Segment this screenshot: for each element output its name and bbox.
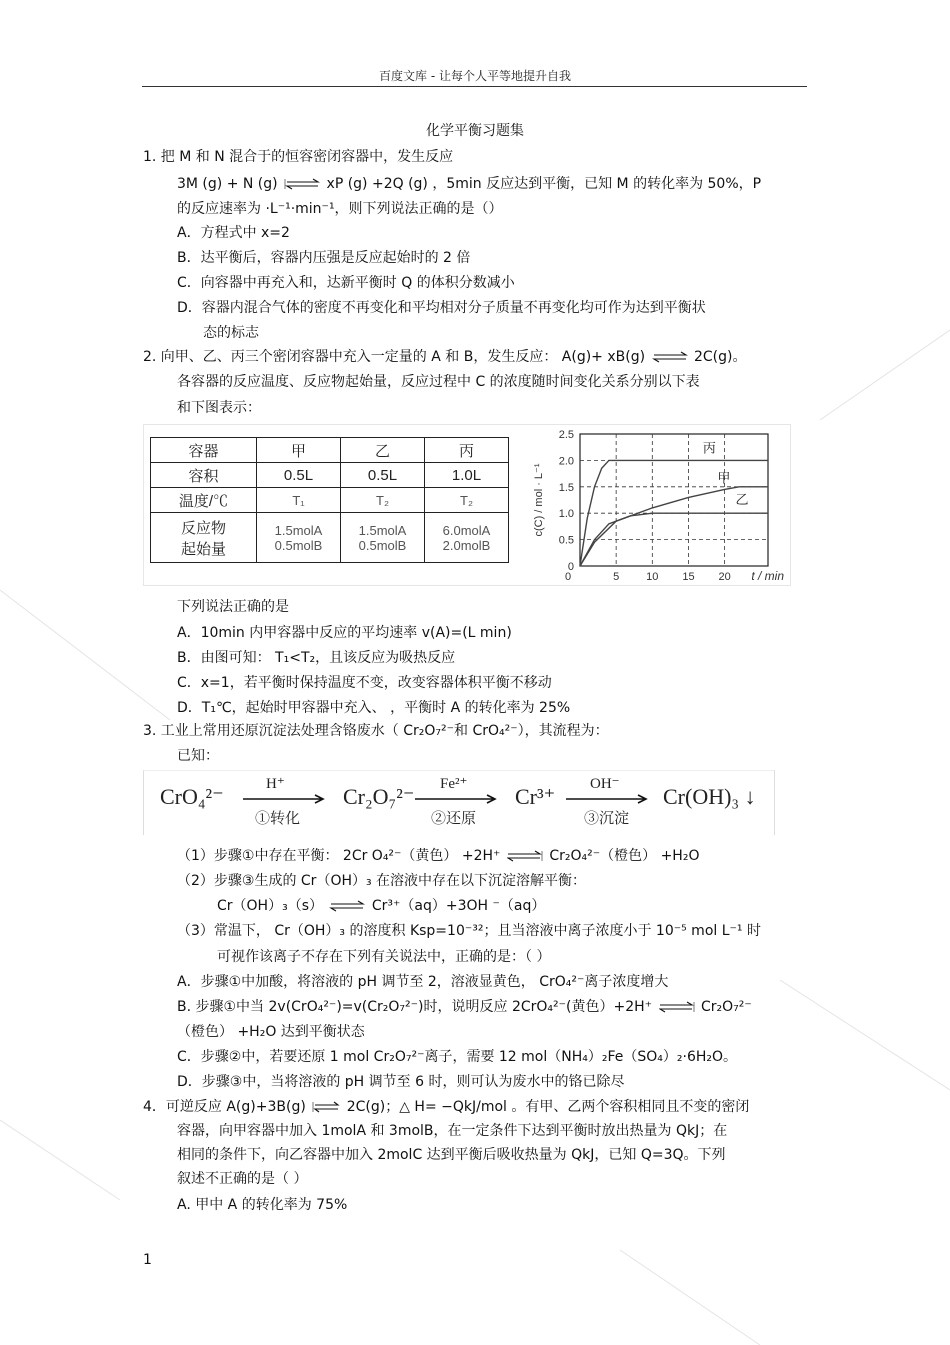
q3-option-a: A．步骤①中加酸，将溶液的 pH 调节至 2，溶液显黄色， CrO₄²⁻离子浓度增大 (177, 974, 669, 990)
q2-option-d: D．T₁℃，起始时甲容器中充入、 ，平衡时 A 的转化率为 25% (177, 700, 571, 716)
page-header: 百度文库 - 让每个人平等地提升自我 (379, 69, 571, 83)
q1-option-c: C．向容器中再充入和，达新平衡时 Q 的体积分数减小 (177, 275, 515, 291)
arrow-right-icon (415, 794, 497, 804)
q3-dissolution-left: Cr（OH）₃（s） (217, 898, 323, 914)
table-cell (151, 513, 257, 563)
y-tick-label: 1.5 (558, 481, 574, 494)
q3-step1-right: Cr₂O₄²⁻（橙色） +H₂O (549, 848, 700, 864)
table-cell: 甲 (257, 438, 341, 463)
q3-dissolution-right: Cr³⁺（aq）+3OH ⁻（aq） (371, 898, 546, 914)
y-tick-label: 0 (567, 561, 574, 573)
q3-step3: （3）常温下， Cr（OH）₃ 的溶度积 Ksp=10⁻³²；且当溶液中离子浓度小于 10⁻⁵ mol L⁻¹ 时 (177, 923, 761, 939)
table-cell-line: 起始量 (180, 540, 226, 558)
q4-stem-line4: 叙述不正确的是（ ） (177, 1171, 308, 1187)
flow-arrow2-reagent: Fe²⁺ (440, 776, 468, 792)
q3-step1 (177, 845, 699, 865)
x-tick-label: 10 (646, 571, 659, 583)
x-axis-label: t / min (751, 569, 784, 583)
q1-option-b: B．达平衡后，容器内压强是反应起始时的 2 倍 (177, 250, 471, 266)
x-tick-label: 20 (718, 571, 731, 583)
table-cell (257, 513, 341, 563)
q4-stem-line2: 容器，向甲容器中加入 1molA 和 3molB，在一定条件下达到平衡时放出热量为 QkJ；在 (177, 1123, 728, 1139)
q3-option-b-cont: （橙色） +H₂O 达到平衡状态 (177, 1024, 365, 1040)
q1-stem: 1. 把 M 和 N 混合于的恒容密闭容器中，发生反应 (143, 149, 454, 165)
flow-arrow2-step: ②还原 (431, 811, 477, 827)
flow-arrow1-step: ①转化 (255, 811, 301, 827)
flow-species-cr2o7: Cr₂O₇²⁻ (343, 784, 415, 809)
q2-stem-line2: 各容器的反应温度、反应物起始量，反应过程中 C 的浓度随时间变化关系分别以下表 (177, 374, 700, 390)
q3-option-b-right: Cr₂O₇²⁻ (700, 999, 752, 1015)
q3-step3-cont: 可视作该离子不存在下列有关说法中，正确的是：（ ） (217, 949, 551, 965)
table-cell-line: 1.5molA (358, 522, 407, 538)
x-tick-label: 0 (564, 571, 572, 583)
table-cell: 0.5L (341, 463, 425, 488)
table-cell-line: 0.5molB (274, 537, 323, 553)
equilibrium-arrow-icon (652, 351, 688, 363)
q4-stem-right: 2C(g)；△ H= −QkJ/mol 。有甲、乙两个容积相同且不变的密闭 (346, 1099, 750, 1115)
q1-option-d-cont: 态的标志 (203, 325, 259, 341)
table-cell (425, 513, 509, 563)
container-table (150, 437, 509, 563)
q2-prompt: 下列说法正确的是 (177, 599, 289, 615)
flow-arrow1-reagent: H⁺ (266, 776, 285, 792)
q1-stem-rate: 的反应速率为 ·L⁻¹·min⁻¹，则下列说法正确的是（） (177, 201, 503, 217)
q2-stem-left: 2. 向甲、乙、丙三个密闭容器中充入一定量的 A 和 B，发生反应： A(g)+ xB(g) (143, 349, 646, 365)
q3-option-d: D．步骤③中，当将溶液的 pH 调节至 6 时，则可认为废水中的铬已除尽 (177, 1074, 625, 1090)
q3-step2: （2）步骤③生成的 Cr（OH）₃ 在溶液中存在以下沉淀溶解平衡： (177, 873, 587, 889)
q1-equation (177, 173, 761, 193)
flow-arrow3-reagent: OH⁻ (590, 776, 620, 792)
table-cell: 容器 (151, 438, 257, 463)
q3-dissolution (217, 895, 545, 915)
q1-eq-left: 3M (g) + N (g) (177, 176, 278, 192)
table-cell: T₂ (425, 488, 509, 513)
q2-option-c: C．x=1，若平衡时保持温度不变，改变容器体积平衡不移动 (177, 675, 552, 691)
q3-option-b-left: B. 步骤①中当 2v(CrO₄²⁻)=v(Cr₂O₇²⁻)时，说明反应 2CrO₄²⁻(黄色）+2H⁺ (177, 999, 653, 1015)
arrow-right-icon (243, 794, 325, 804)
equilibrium-arrow-icon (659, 1001, 695, 1013)
series-label: 乙 (735, 493, 749, 509)
table-cell: T₂ (341, 488, 425, 513)
table-cell-line: 2.0molB (442, 537, 491, 553)
table-cell-line: 1.5molA (274, 522, 323, 538)
table-cell-line: 反应物 (180, 519, 226, 537)
concentration-chart (528, 426, 786, 584)
q4-option-a: A. 甲中 A 的转化率为 75% (177, 1197, 348, 1213)
header-rule (142, 86, 807, 87)
q3-option-b (177, 996, 752, 1016)
arrow-right-icon (566, 794, 648, 804)
table-cell-line: 6.0molA (442, 522, 491, 538)
q1-option-d: D．容器内混合气体的密度不再变化和平均相对分子质量不再变化均可作为达到平衡状 (177, 300, 706, 316)
table-cell: 1.0L (425, 463, 509, 488)
table-cell: 乙 (341, 438, 425, 463)
table-cell: 丙 (425, 438, 509, 463)
flow-arrow3-step: ③沉淀 (584, 811, 630, 827)
equilibrium-arrow-icon (284, 178, 320, 190)
equilibrium-arrow-icon (329, 900, 365, 912)
q2-stem (143, 346, 746, 366)
table-cell: 温度/℃ (151, 488, 257, 513)
chromium-flow-diagram (143, 770, 773, 834)
q4-stem-left: 4．可逆反应 A(g)+3B(g) (143, 1099, 306, 1115)
flow-species-cro4: CrO₄²⁻ (160, 784, 224, 809)
table-cell: 容积 (151, 463, 257, 488)
y-tick-label: 0.5 (558, 534, 574, 547)
q1-option-a: A．方程式中 x=2 (177, 225, 290, 241)
q3-stem-known: 已知： (177, 748, 219, 764)
table-row (151, 463, 509, 488)
table-row (151, 438, 509, 463)
y-tick-label: 1.0 (558, 508, 574, 521)
q2-option-a: A．10min 内甲容器中反应的平均速率 v(A)=(L min) (177, 625, 512, 641)
x-tick-label: 15 (682, 571, 695, 583)
y-tick-label: 2.0 (558, 455, 574, 468)
q4-stem-line3: 相同的条件下，向乙容器中加入 2molC 达到平衡后吸收热量为 QkJ，已知 Q=3Q。下列 (177, 1147, 726, 1163)
q2-stem-right: 2C(g)。 (693, 349, 747, 365)
series-label: 甲 (717, 471, 731, 487)
q3-option-c: C．步骤②中，若要还原 1 mol Cr₂O₇²⁻离子，需要 12 mol（NH₄）₂Fe（SO₄）₂·6H₂O。 (177, 1049, 738, 1065)
y-axis-label: c(C) / mol · L⁻¹ (533, 463, 545, 537)
flow-species-cr3: Cr³⁺ (515, 784, 556, 809)
table-cell: 0.5L (257, 463, 341, 488)
table-cell (341, 513, 425, 563)
table-row (151, 513, 509, 563)
q3-step1-left: （1）步骤①中存在平衡： 2Cr O₄²⁻（黄色） +2H⁺ (177, 848, 501, 864)
series-label: 丙 (702, 441, 716, 457)
q1-eq-right: xP (g) +2Q (g) ，5min 反应达到平衡，已知 M 的转化率为 50%，P (326, 176, 762, 192)
q2-stem-line3: 和下图表示： (177, 400, 261, 416)
y-tick-label: 2.5 (558, 429, 574, 441)
table-cell-line: 0.5molB (358, 537, 407, 553)
q2-option-b: B．由图可知： T₁<T₂，且该反应为吸热反应 (177, 650, 456, 666)
flow-species-croh3: Cr(OH)₃ ↓ (663, 784, 756, 809)
x-tick-label: 5 (613, 571, 620, 583)
page-title: 化学平衡习题集 (426, 123, 524, 139)
equilibrium-arrow-icon (312, 1101, 340, 1113)
q3-stem: 3. 工业上常用还原沉淀法处理含铬废水（ Cr₂O₇²⁻和 CrO₄²⁻），其流程为： (143, 723, 609, 739)
table-cell: T₁ (257, 488, 341, 513)
q4-stem (143, 1096, 749, 1116)
table-row (151, 488, 509, 513)
page-number: 1 (143, 1252, 152, 1268)
equilibrium-arrow-icon (507, 850, 543, 862)
